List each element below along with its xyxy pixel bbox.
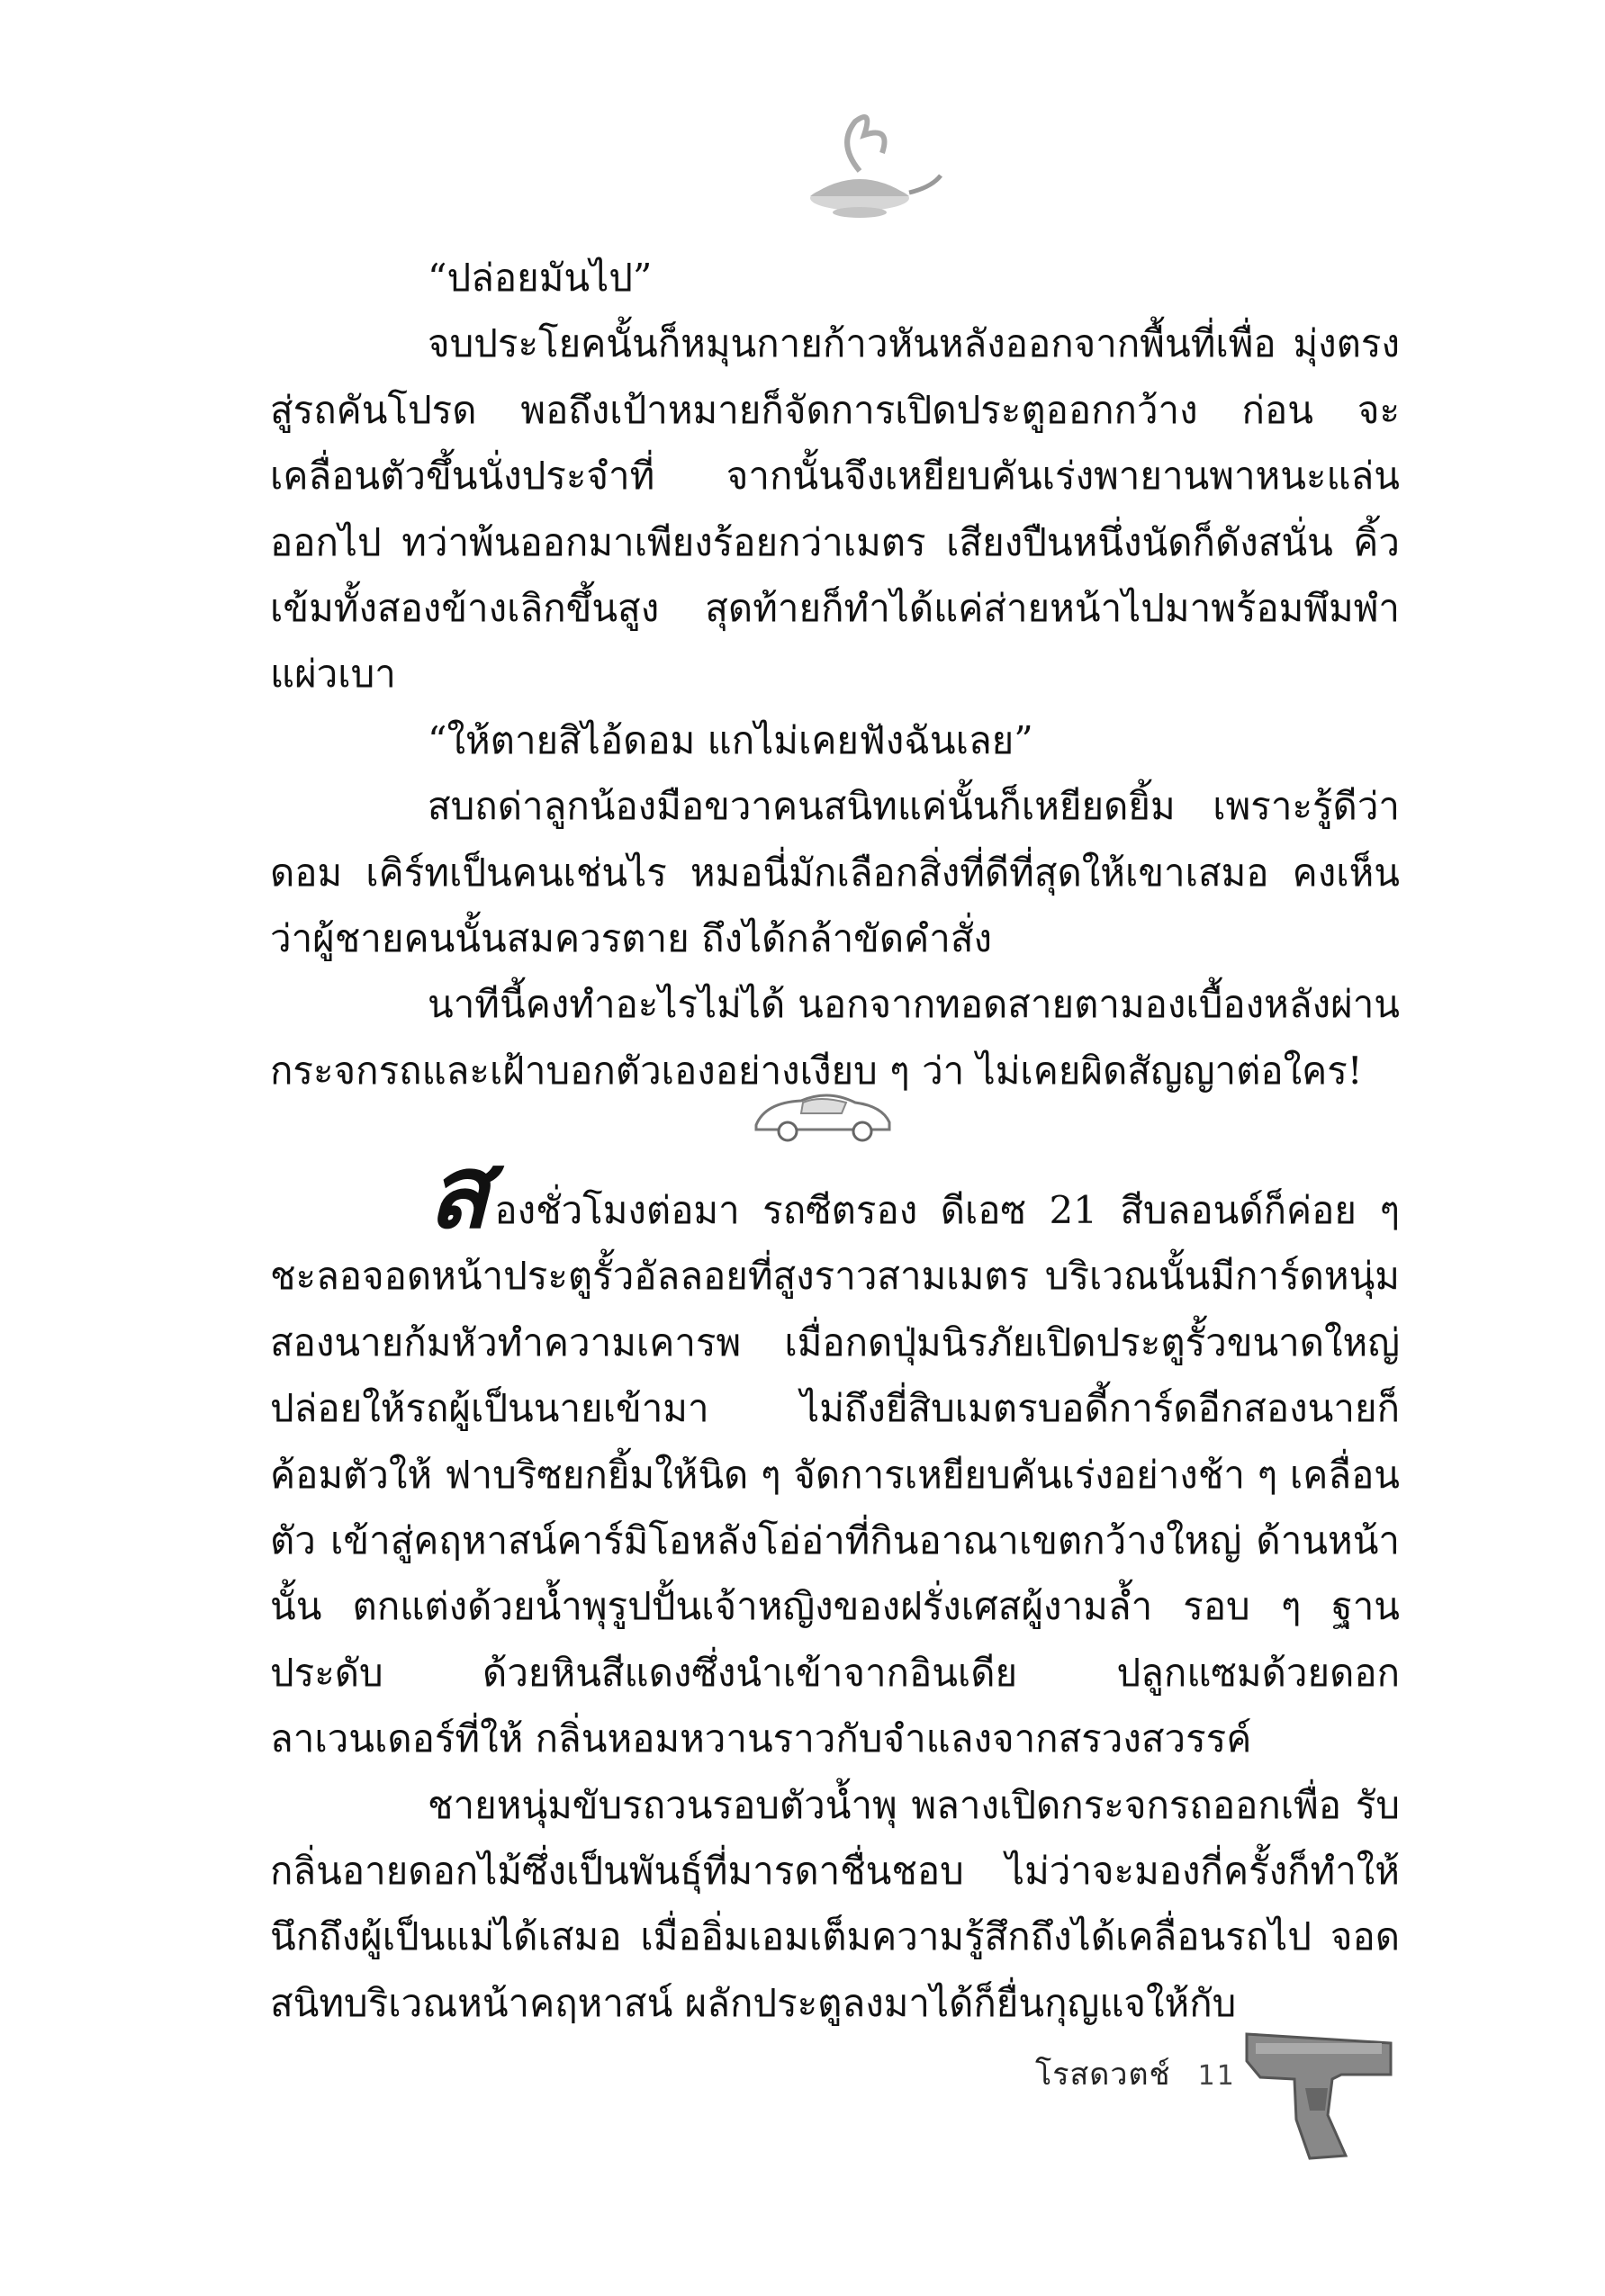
text-section-1 (270, 245, 1400, 1103)
page-number: 11 (1197, 2060, 1236, 2092)
paragraph: ชายหนุ่มขับรถวนรอบตัวน้ำพุ พลางเปิดกระจกรถออกเพื่อ รับกลิ่นอายดอกไม้ซึ่งเป็นพันธุ์ที่มารดาชื่นชอบ ไม่ว่าจะมองกี่ครั้งก็ทำให้ นึกถึงผู้เป็นแม่ได้เสมอ เมื่ออิ่มเอมเต็มความรู้สึกถึงได้เคลื่อนรถไป จอดสนิทบริเวณหน้าคฤหาสน์ ผลักประตูลงมาได้ก็ยื่นกุญแจให้กับ (270, 1782, 1400, 2025)
car-divider-icon (747, 1076, 896, 1152)
book-title: โรสดวตช์ (1035, 2057, 1171, 2093)
paragraph-dropcap (270, 1134, 1400, 1772)
dropcap-letter: ส (428, 1134, 490, 1251)
paragraph: นาทีนี้คงทำอะไรไม่ได้ นอกจากทอดสายตามองเบื้องหลังผ่าน กระจกรถและเฝ้าบอกตัวเองอย่างเงียบ ๆ ว่า ไม่เคยผิดสัญญาต่อใคร! (270, 982, 1400, 1093)
paragraph: สบถด่าลูกน้องมือขวาคนสนิทแค่นั้นก็เหยียดยิ้ม เพราะรู้ดีว่า ดอม เคิร์ทเป็นคนเช่นไร หมอนี่มักเลือกสิ่งที่ดีที่สุดให้เขาเสมอ คงเห็น ว่าผู้ชายคนนั้นสมควรตาย ถึงได้กล้าขัดคำสั่ง (270, 784, 1400, 961)
text-section-2 (270, 1134, 1400, 2036)
pistol-icon (1242, 2007, 1400, 2165)
lamp-ornament-icon (774, 108, 945, 225)
paragraph-text: องชั่วโมงต่อมา รถซีตรอง ดีเอซ 21 สีบลอนด์ก็ค่อย ๆ ชะลอจอดหน้าประตูรั้วอัลลอยที่สูงราวสามเมตร บริเวณนั้นมีการ์ดหนุ่ม สองนายก้มหัวทำความเคารพ เมื่อกดปุ่มนิรภัยเปิดประตูรั้วขนาดใหญ่ ปล่อยให้รถผู้เป็นนายเข้ามา ไม่ถึงยี่สิบเมตรบอดี้การ์ดอีกสองนายก็ ค้อมตัวให้ ฟาบริซยกยิ้มให้นิด ๆ จัดการเหยียบคันเร่งอย่างช้า ๆ เคลื่อนตัว เข้าสู่คฤหาสน์คาร์มิโอหลังโอ่อ่าที่กินอาณาเขตกว้างใหญ่ ด้านหน้านั้น ตกแต่งด้วยน้ำพุรูปปั้นเจ้าหญิงของฝรั่งเศสผู้งามล้ำ รอบ ๆ ฐานประดับ ด้วยหินสีแดงซึ่งนำเข้าจากอินเดีย ปลูกแซมด้วยดอกลาเวนเดอร์ที่ให้ กลิ่นหอมหวานราวกับจำแลงจากสรวงสวรรค์ (270, 1188, 1400, 1761)
paragraph-quote-1: “ปล่อยมันไป” (428, 256, 653, 300)
paragraph: จบประโยคนั้นก็หมุนกายก้าวหันหลังออกจากพื้นที่เพื่อ มุ่งตรงสู่รถคันโปรด พอถึงเป้าหมายก็จัดการเปิดประตูออกกว้าง ก่อน จะเคลื่อนตัวขึ้นนั่งประจำที่ จากนั้นจึงเหยียบคันเร่งพายานพาหนะแล่น ออกไป ทว่าพ้นออกมาเพียงร้อยกว่าเมตร เสียงปืนหนึ่งนัดก็ดังสนั่น คิ้วเข้มทั้งสองข้างเลิกขึ้นสูง สุดท้ายก็ทำได้แค่ส่ายหน้าไปมาพร้อมพึมพำ แผ่วเบา (270, 321, 1400, 697)
paragraph-quote-2: “ให้ตายสิไอ้ดอม แกไม่เคยฟังฉันเลย” (428, 717, 1033, 762)
page-footer (1035, 2049, 1236, 2098)
